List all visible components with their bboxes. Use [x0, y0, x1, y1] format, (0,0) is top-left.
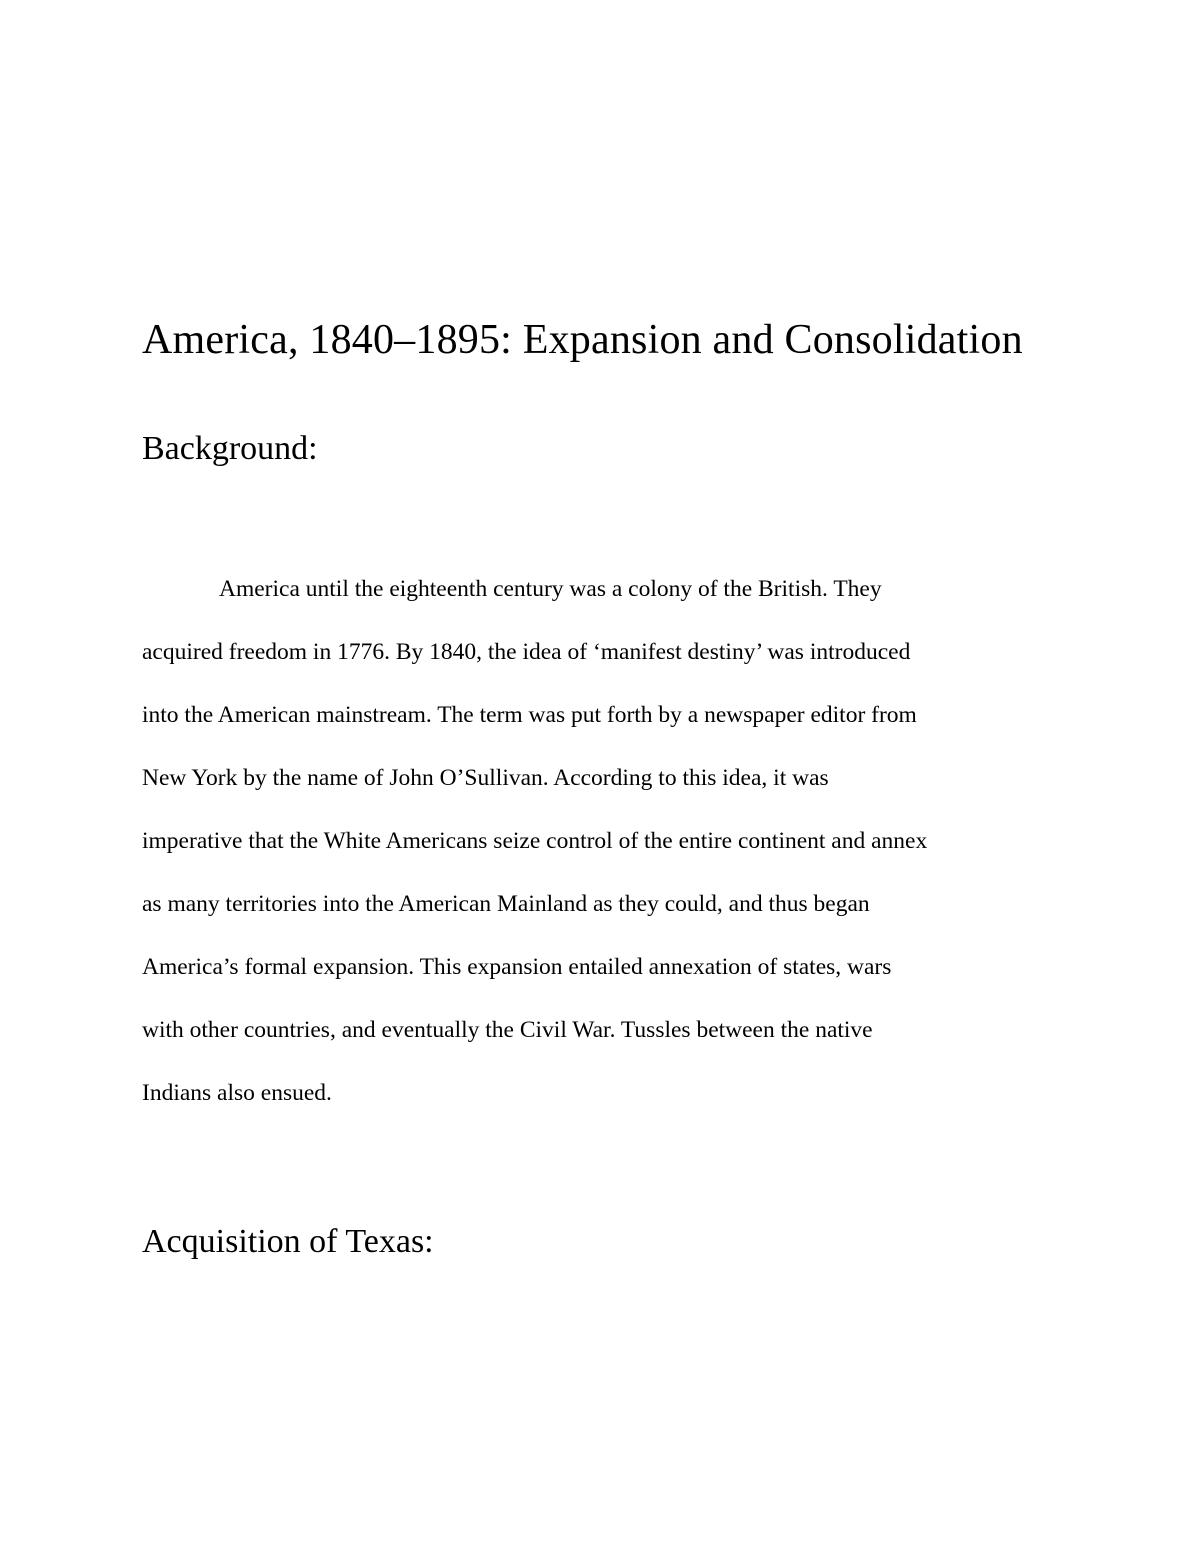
paragraph-line: America’s formal expansion. This expansion entailed annexation of states, wars [142, 954, 892, 980]
document-title: America, 1840–1895: Expansion and Consolidation [142, 317, 1023, 363]
section-heading-acquisition-of-texas: Acquisition of Texas: [142, 1223, 434, 1260]
paragraph-line: with other countries, and eventually the Civil War. Tussles between the native [142, 1017, 873, 1043]
background-paragraph [142, 571, 1082, 1138]
paragraph-line: acquired freedom in 1776. By 1840, the idea of ‘manifest destiny’ was introduced [142, 639, 911, 665]
paragraph-line: into the American mainstream. The term was put forth by a newspaper editor from [142, 702, 917, 728]
paragraph-line: Indians also ensued. [142, 1080, 332, 1106]
paragraph-line: as many territories into the American Mainland as they could, and thus began [142, 891, 870, 917]
paragraph-line: America until the eighteenth century was a colony of the British. They [219, 576, 882, 602]
paragraph-line: New York by the name of John O’Sullivan. According to this idea, it was [142, 765, 829, 791]
section-heading-background: Background: [142, 430, 318, 467]
paragraph-line: imperative that the White Americans seize control of the entire continent and annex [142, 828, 928, 854]
